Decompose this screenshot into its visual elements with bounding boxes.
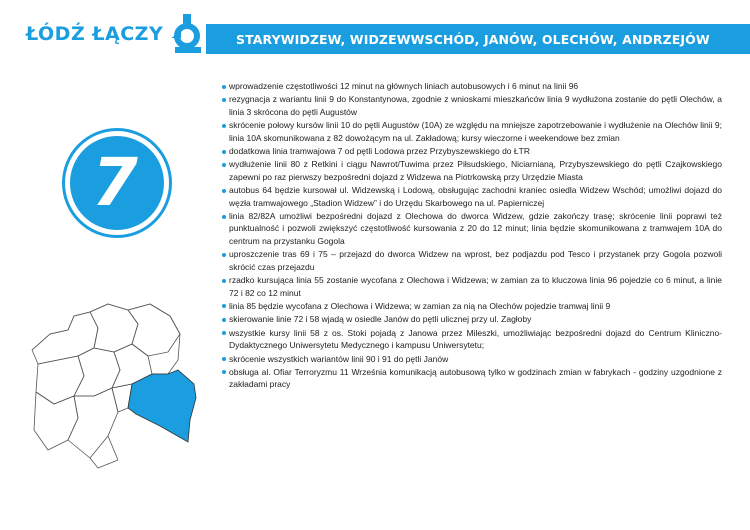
map-region-ne bbox=[128, 304, 180, 356]
header-bar bbox=[206, 24, 750, 54]
list-item: autobus 64 będzie kursował ul. Widzewską i Lodową, obsługując zachodni kraniec osiedla Widzew Wschód; umożliwi dojazd do węzła tramwajowego „Stadion Widzew” i do Urzędu Skarbowego na ul. Papierniczej bbox=[222, 184, 722, 209]
badge-inner bbox=[70, 136, 164, 230]
list-item: uproszczenie tras 69 i 75 – przejazd do dworca Widzew na wprost, bez podjazdu pod Tesco i przystanek przy Gogola pozwoli skrócić czas przejazdu bbox=[222, 248, 722, 273]
map-region-c bbox=[74, 348, 120, 396]
badge-number: 7 bbox=[92, 144, 138, 221]
list-item: dodatkowa linia tramwajowa 7 od pętli Lodowa przez Przybyszewskiego do ŁTR bbox=[222, 145, 722, 157]
logo bbox=[26, 14, 205, 54]
list-item: obsługa al. Ofiar Terroryzmu 11 Września komunikacją autobusową tylko w godzinach zmian w fabrykach - godziny uzgodnione z zakładami pracy bbox=[222, 366, 722, 391]
list-item: skrócenie połowy kursów linii 10 do pętli Augustów (10A) ze względu na mniejsze zapotrzebowanie i wydłużenie na Olechów linii 9; linia 10A skomunikowana z 82 dowożącym na ul. Zakładową; kursy wieczorne i weekendowe bez zmian bbox=[222, 119, 722, 144]
changes-list bbox=[222, 80, 722, 392]
list-item: wprowadzenie częstotliwości 12 minut na głównych liniach autobusowych i 6 minut na linii 96 bbox=[222, 80, 722, 92]
map-region-nw bbox=[32, 312, 98, 364]
district-map bbox=[28, 300, 218, 470]
list-item: rezygnacja z wariantu linii 9 do Konstantynowa, zgodnie z wnioskami mieszkańców linia 9 wydłużona zostanie do pętli Olechów, a linia 3 skrócona do pętli Augustów bbox=[222, 93, 722, 118]
list-item: linia 82/82A umożliwi bezpośredni dojazd z Olechowa do dworca Widzew, gdzie zakończy trasę; skrócenie linii poprawi też punktualność i pozwoli zwiększyć częstotliwość kursowania z 20 do 12 minut; linia będzie skomunikowana z tramwajem 10A do centrum na przystanku Gogola bbox=[222, 210, 722, 247]
list-item: skrócenie wszystkich wariantów linii 90 i 91 do pętli Janów bbox=[222, 353, 722, 365]
map-region-sw bbox=[34, 392, 78, 450]
list-item: linia 85 będzie wycofana z Olechowa i Widzewa; w zamian za nią na Olechów pojedzie tramwaj linii 9 bbox=[222, 300, 722, 312]
list-item: skierowanie linie 72 i 58 wjadą w osiedle Janów do pętli ulicznej przy ul. Zagłoby bbox=[222, 313, 722, 325]
header-title: STARYWIDZEW, WIDZEWWSCHÓD, JANÓW, OLECHÓW, ANDRZEJÓW bbox=[236, 31, 710, 47]
list-item: wydłużenie linii 80 z Retkini i ciągu Nawrot/Tuwima przez Piłsudskiego, Niciarnianą, Przybyszewskiego do pętli Czajkowskiego zapewni po raz pierwszy bezpośredni dojazd z Widzewa na Piotrkowską przy Urzędzie Miasta bbox=[222, 158, 722, 183]
map-region-s bbox=[68, 388, 118, 458]
logo-text: ŁÓDŹ ŁĄCZY bbox=[26, 23, 164, 45]
city-logo-icon bbox=[169, 14, 205, 54]
highlighted-district bbox=[128, 370, 196, 442]
list-item: rzadko kursująca linia 55 zostanie wycofana z Olechowa i Widzewa; w zamian za to kluczowa linia 96 pojedzie co 6 minut, a linie 72 i 82 co 12 minut bbox=[222, 274, 722, 299]
district-number-badge bbox=[62, 128, 172, 238]
list-item: wszystkie kursy linii 58 z os. Stoki pojadą z Janowa przez Mileszki, umożliwiając bezpośredni dojazd do Centrum Kliniczno-Dydaktycznego Uniwersytetu Medycznego i kampusu Uniwersytetu; bbox=[222, 327, 722, 352]
